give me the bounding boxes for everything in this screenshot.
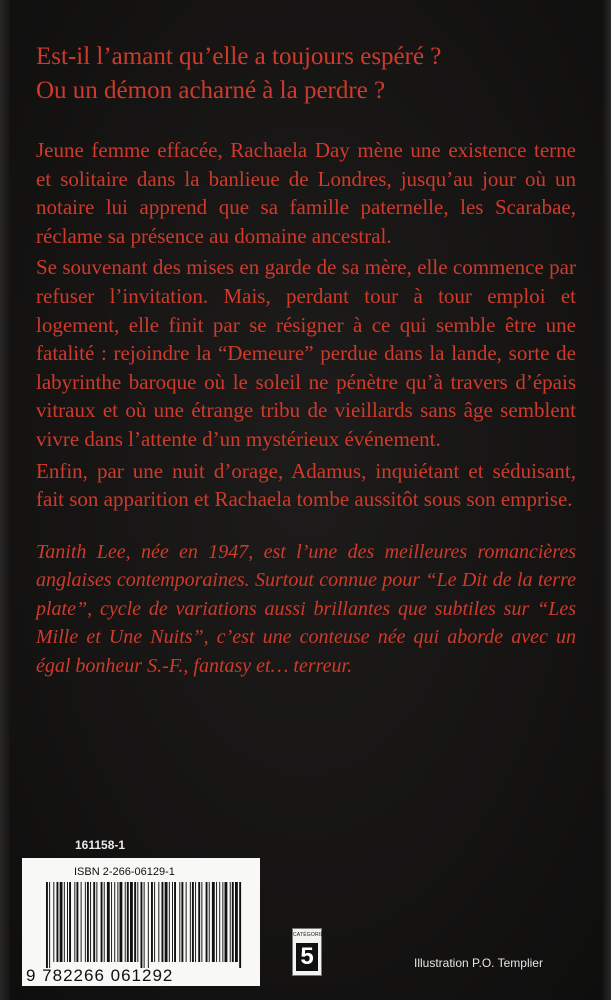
barcode-bar [107,882,110,962]
barcode-bar [64,882,65,962]
barcode-bar [230,882,231,962]
barcode-bar [186,882,187,962]
barcode-bar [209,882,210,962]
barcode-bar [151,882,153,962]
barcode-bar [46,882,48,968]
headline-line-1: Est-il l’amant qu’elle a toujours espéré ? [36,43,442,70]
barcode-bar [148,882,149,968]
barcode-bar [125,882,126,962]
barcode-bar [174,882,176,962]
barcode-bar [74,882,75,962]
barcode-bar [216,882,217,962]
barcode-bar [235,882,238,962]
ean-number: 9 782266 061292 [26,966,174,985]
headline-line-2: Ou un démon acharné à la perdre ? [36,77,386,104]
barcode-bar [60,882,63,962]
barcode-bar [67,882,68,962]
barcode-bar [76,882,78,962]
barcode-bar [239,882,241,968]
cover-edge-right [603,0,611,1000]
barcode-bar [219,882,220,962]
category-label: CATÉGORIE [293,932,324,938]
barcode-bar [87,882,89,962]
barcode-bar [57,882,59,962]
barcode-bar [141,882,143,968]
barcode-bars [44,882,244,968]
illustration-credit: Illustration P.O. Templier [414,956,543,970]
barcode-bar [179,882,180,962]
author-bio: Tanith Lee, née en 1947, est l’une des meilleures romancières anglaises contemporaines. Surtout connue pour “Le Dit de la terre plate”, cycle de variations aussi brillantes que subtiles sur “Les Mille et Une Nuits”, c’est une conteuse née qui aborde avec un égal bonheur S.-F., fantasy et… terreur. [36,540,576,677]
headline [36,40,576,108]
barcode-bar [172,882,173,962]
barcode-bar [162,882,164,962]
barcode-bar [85,882,86,962]
barcode-bar [49,882,50,968]
barcode-bar [158,882,159,962]
cover-edge-left [0,0,10,1000]
barcode-bar [222,882,223,962]
barcode-bar [111,882,112,962]
barcode-bar [190,882,191,962]
isbn-number: ISBN 2-266-06129-1 [74,866,175,878]
barcode-bar [104,882,105,962]
barcode-bar [117,882,118,962]
barcode-bar [144,882,145,968]
barcode-bar [201,882,202,962]
barcode-bar [212,882,215,962]
barcode-bar [169,882,170,962]
barcode-bar [127,882,129,962]
blurb-text-block [36,40,576,680]
barcode-bar [154,882,155,962]
barcode-bar [192,882,194,962]
product-code: 161158-1 [75,838,126,852]
category-badge [292,928,322,976]
barcode-bar [181,882,183,962]
barcode-bar [93,882,95,962]
barcode-bar [120,882,123,962]
barcode-bar [96,882,97,962]
barcode-bar [134,882,136,962]
paragraph-3: Enfin, par une nuit d’orage, Adamus, inquiétant et séduisant, fait son apparition et Rachaela tombe aussitôt sous son emprise. [36,458,576,512]
barcode-bar [225,882,228,962]
barcode-bar [81,882,82,962]
barcode-bar [114,882,115,962]
barcode-bar [195,882,196,962]
barcode-bar [165,882,168,962]
barcode-bar [198,882,200,962]
barcode-bar [206,882,208,962]
barcode-bar [130,882,133,962]
barcode-label [22,858,260,986]
barcode-bar [101,882,103,962]
barcode-bar [137,882,138,962]
category-number: 5 [296,943,318,971]
paragraph-1: Jeune femme effacée, Rachaela Day mène une existence terne et solitaire dans la banlieue de Londres, jusqu’au jour où un notaire lui apprend que sa famille paternelle, les Scarabae, réclame sa présence au domaine ancestral. [36,138,576,248]
paragraph-2: Se souvenant des mises en garde de sa mère, elle commence par refuser l’invitation. Mais, perdant tour à tour emploi et logement, elle finit par se résigner à ce qui semble être une fatalité : rejoindre la “Demeure” perdue dans la lande, sorte de labyrinthe baroque où le soleil ne pénètre qu’à travers d’épais vitraux et où une étrange tribu de vieillards sans âge semblent vivre dans l’attente d’un mystérieux événement. [36,255,576,451]
barcode-bar [53,882,54,962]
barcode-bar [90,882,91,962]
barcode-bar [69,882,71,962]
barcode-bar [232,882,234,962]
